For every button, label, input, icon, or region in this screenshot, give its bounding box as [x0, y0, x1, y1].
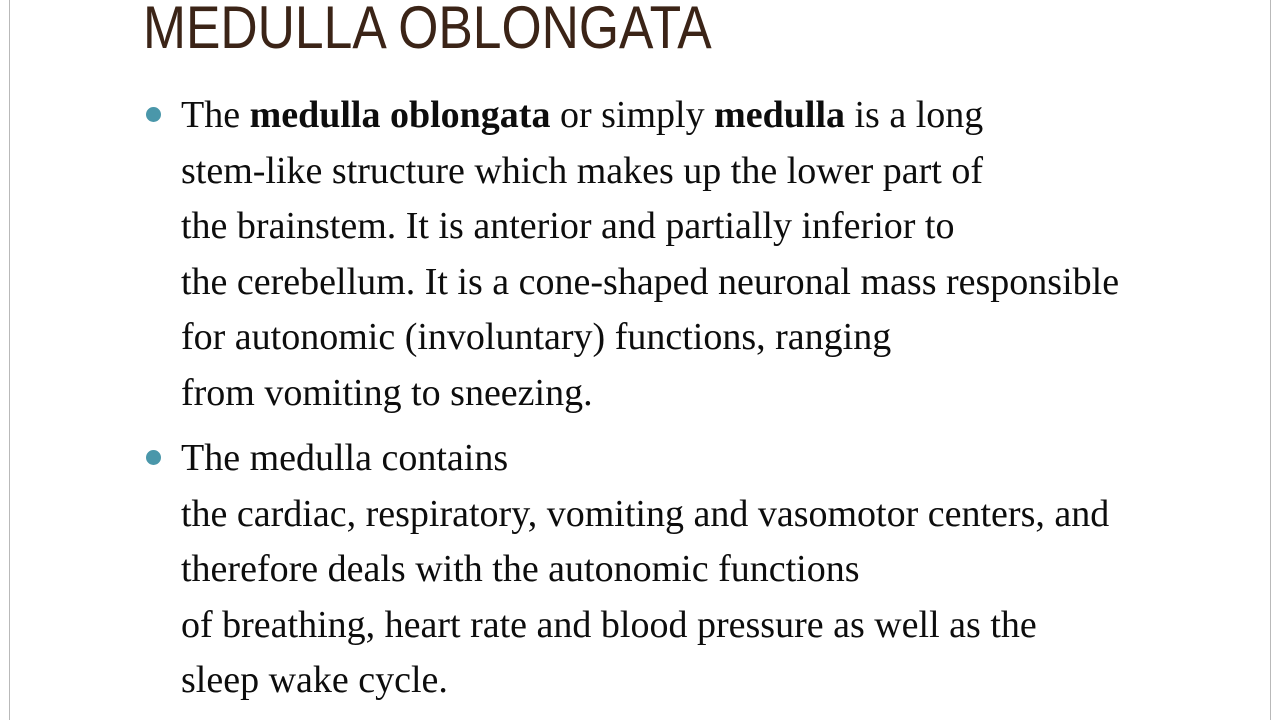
text-segment: or simply	[550, 94, 715, 136]
bullet-line: sleep wake cycle.	[181, 659, 448, 701]
bullet-line: of breathing, heart rate and blood pressure as well as the	[181, 603, 1037, 646]
bullet-line: the brainstem. It is anterior and partially inferior to	[181, 205, 955, 247]
bullet-line: the cerebellum. It is a cone-shaped neuronal mass responsible	[181, 260, 1120, 303]
bold-term: medulla	[714, 94, 845, 136]
bullet-line: from vomiting to sneezing.	[181, 371, 593, 414]
text-segment: The	[181, 94, 250, 136]
bold-term: medulla oblongata	[249, 94, 551, 136]
bullet-list	[141, 88, 1261, 709]
slide-title: MEDULLA OBLONGATA	[143, 0, 712, 61]
text-segment: is a long	[845, 94, 984, 136]
bullet-line	[181, 88, 1261, 144]
bullet-item-1	[141, 88, 1261, 421]
bullet-dot-icon	[146, 107, 161, 122]
bullet-line: for autonomic (involuntary) functions, ranging	[181, 316, 892, 358]
bullet-dot-icon	[146, 450, 161, 465]
bullet-item-2	[141, 431, 1261, 709]
bullet-line: stem-like structure which makes up the lower part of	[181, 149, 983, 192]
slide	[9, 0, 1271, 720]
bullet-line: the cardiac, respiratory, vomiting and vasomotor centers, and	[181, 492, 1110, 535]
bullet-line: The medulla contains	[181, 437, 509, 479]
bullet-line: therefore deals with the autonomic functions	[181, 548, 860, 590]
